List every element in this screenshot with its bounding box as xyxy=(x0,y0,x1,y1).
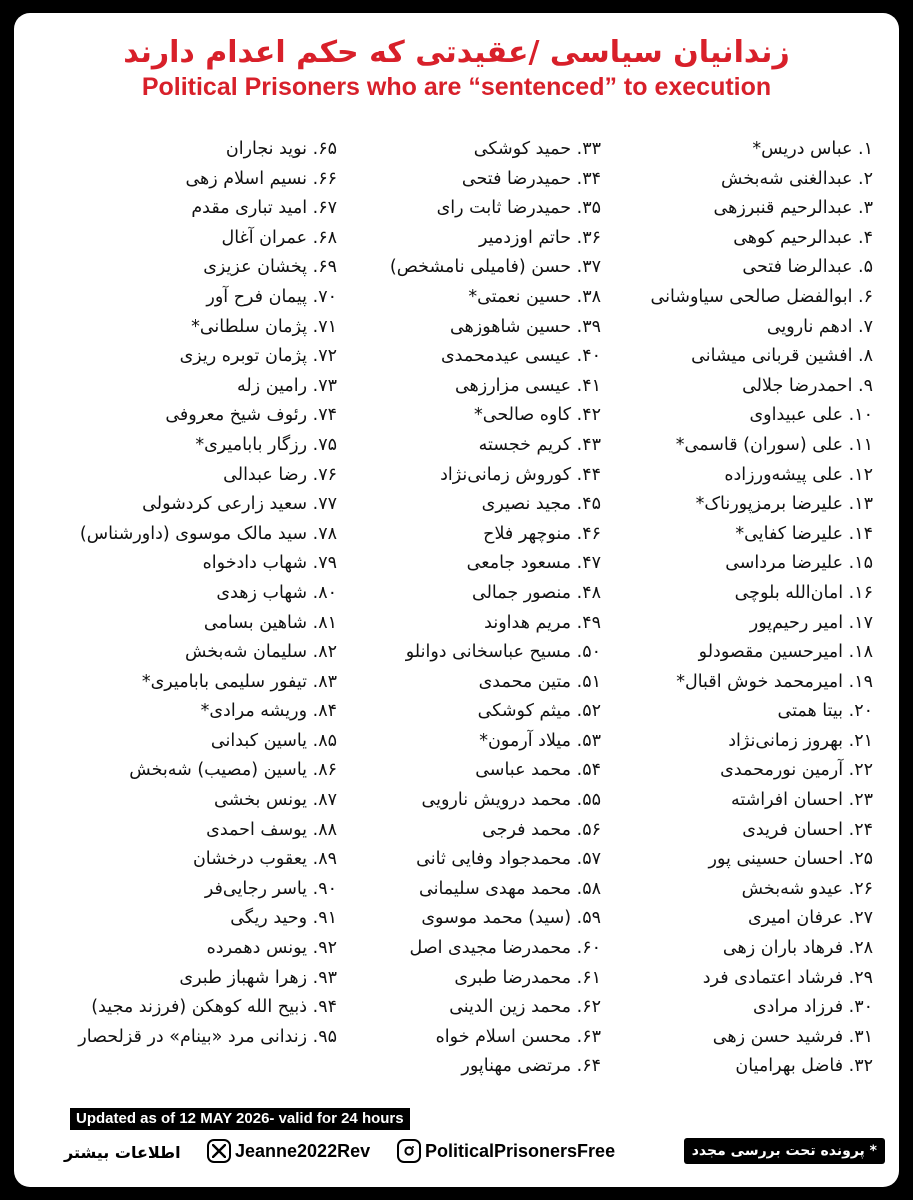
prisoner-list-item: ۷۲. پژمان توبره ریزی xyxy=(179,346,337,367)
prisoner-list-item: ۳۳. حمید کوشکی xyxy=(473,139,601,159)
prisoner-list-item: ۸. افشین قربانی میشانی xyxy=(691,346,873,367)
prisoner-list-item: ۲۱. بهروز زمانی‌نژاد xyxy=(728,730,873,751)
prisoner-list-item: ۷۶. رضا عبدالی xyxy=(223,464,337,485)
prisoner-list-item: ۹۱. وحید ریگی xyxy=(230,908,337,929)
prisoner-list-item: ۳۸. حسین نعمتی* xyxy=(468,286,601,307)
prisoner-list-item: ۱۶. امان‌الله بلوچی xyxy=(734,582,873,603)
prisoner-list-item: ۸۴. وریشه مرادی* xyxy=(200,701,337,722)
prisoner-list-item: ۷۵. رزگار بابامیری* xyxy=(195,434,337,455)
prisoner-list-item: ۱. عباس دریس* xyxy=(752,139,873,159)
prisoner-list-item: ۵۶. محمد فرجی xyxy=(482,819,601,840)
prisoner-list-item: ۲۸. فرهاد باران زهی xyxy=(722,938,873,959)
prisoner-list-item: ۴۶. منوچهر فلاح xyxy=(483,523,601,544)
prisoner-list-item: ۸۱. شاهین بسامی xyxy=(203,612,337,633)
title-english: Political Prisoners who are “sentenced” to execution xyxy=(141,73,772,101)
prisoner-list-item: ۳. عبدالرحیم قنبرزهی xyxy=(713,198,873,219)
prisoner-list-item: ۹. احمدرضا جلالی xyxy=(742,375,873,396)
prisoner-list-item: ۹۵. زندانی مرد «بینام» در قزلحصار xyxy=(78,1026,337,1047)
instagram-icon xyxy=(397,1139,421,1163)
x-icon xyxy=(207,1139,231,1163)
prisoner-list-item: ۷۸. سید مالک موسوی (داورشناس) xyxy=(79,523,337,544)
prisoner-list-item: ۶۳. محسن اسلام خواه xyxy=(435,1026,601,1047)
prisoner-list-item: ۵۹. (سید) محمد موسوی xyxy=(421,908,601,929)
prisoner-list-item: ۳۷. حسن (فامیلی نامشخص) xyxy=(389,257,601,278)
prisoner-list-item: ۱۱. علی (سوران) قاسمی* xyxy=(675,434,873,455)
prisoner-list-item: ۴۸. منصور جمالی xyxy=(471,582,601,603)
prisoner-list-item: ۶. ابوالفضل صالحی سیاوشانی xyxy=(650,286,873,307)
prisoner-list-item: ۶۹. پخشان عزیزی xyxy=(203,257,337,278)
prisoner-list-item: ۱۸. امیرحسین مقصودلو xyxy=(698,642,873,663)
prisoner-list-item: ۲۶. عیدو شه‌بخش xyxy=(741,878,873,899)
prisoner-list-item: ۶۲. محمد زین الدینی xyxy=(449,997,601,1018)
prisoner-list-item: ۶۸. عمران آغال xyxy=(221,227,337,248)
prisoner-list-item: ۶۰. محمدرضا مجیدی اصل xyxy=(409,938,601,959)
prisoner-list-item: ۳۵. حمیدرضا ثابت رای xyxy=(436,198,601,219)
prisoner-list-item: ۴۷. مسعود جامعی xyxy=(466,553,601,574)
prisoner-list-item: ۷. ادهم نارویی xyxy=(766,316,873,337)
prisoner-list-item: ۱۳. علیرضا برمزپورناک* xyxy=(695,494,873,515)
prisoner-list-item: ۳۶. حاتم اوزدمیر xyxy=(478,227,601,248)
prisoner-list-item: ۸۹. یعقوب درخشان xyxy=(192,849,337,870)
prisoner-list-item: ۲۷. عرفان امیری xyxy=(747,908,873,929)
prisoner-list-item: ۷۴. رئوف شیخ معروفی xyxy=(165,405,337,426)
prisoner-list-item: ۹۴. ذبیح الله کوهکن (فرزند مجید) xyxy=(91,997,337,1018)
instagram-handle: PoliticalPrisonersFree xyxy=(425,1141,616,1161)
prisoner-list-item: ۸۲. سلیمان شه‌بخش xyxy=(184,642,337,663)
prisoner-list-item: ۳۱. فرشید حسن زهی xyxy=(712,1026,873,1047)
prisoner-list-item: ۴۳. کریم خجسته xyxy=(478,434,601,455)
prisoner-list-item: ۴۴. کوروش زمانی‌نژاد xyxy=(440,464,601,485)
prisoner-list-item: ۴۲. کاوه صالحی* xyxy=(474,405,601,426)
prisoner-list-item: ۹۳. زهرا شهباز طبری xyxy=(179,967,337,988)
prisoner-list-item: ۶۴. مرتضی مهناپور xyxy=(461,1056,601,1077)
prisoner-list-item: ۷۹. شهاب دادخواه xyxy=(202,553,337,574)
prisoner-list-item: ۵۸. محمد مهدی سلیمانی xyxy=(418,878,601,899)
prisoner-list-item: ۵۲. میثم کوشکی xyxy=(477,701,601,722)
instagram-account-link[interactable] xyxy=(397,1138,615,1164)
prisoner-list-item: ۵۰. مسیح عباسخانی دوانلو xyxy=(405,642,601,663)
prisoner-list-item: ۸۳. تیفور سلیمی بابامیری* xyxy=(141,671,337,692)
prisoner-list-column-3 xyxy=(37,135,337,1052)
prisoner-list-item: ۱۵. علیرضا مرداسی xyxy=(725,553,873,574)
prisoner-list-item: ۸۷. یونس بخشی xyxy=(214,790,337,811)
prisoner-list-item: ۷۳. رامین زله xyxy=(237,375,337,396)
prisoner-list-item: ۸۵. یاسین کبدانی xyxy=(210,730,337,751)
prisoner-list-item: ۹۰. یاسر رجایی‌فر xyxy=(204,878,337,899)
prisoner-list-item: ۷۷. سعید زارعی کردشولی xyxy=(142,494,337,515)
title-persian: زندانیان سیاسی /عقیدتی که حکم اعدام دارند xyxy=(123,35,790,70)
prisoner-list-item: ۴۹. مریم هداوند xyxy=(484,612,601,633)
prisoner-list-item: ۸۶. یاسین (مصیب) شه‌بخش xyxy=(129,760,337,781)
prisoner-list-item: ۲۹. فرشاد اعتمادی فرد xyxy=(702,967,873,988)
prisoner-list-item: ۴۰. عیسی عیدمحمدی xyxy=(440,346,601,367)
prisoner-list-item: ۵۴. محمد عباسی xyxy=(475,760,601,781)
prisoner-list-item: ۴۱. عیسی مزارزهی xyxy=(454,375,601,396)
prisoner-list-item: ۱۲. علی پیشه‌ورزاده xyxy=(724,464,873,485)
prisoner-list-item: ۱۹. امیرمحمد خوش اقبال* xyxy=(676,671,873,692)
prisoner-list-item: ۸۰. شهاب زهدی xyxy=(216,582,337,603)
prisoner-list-item: ۷۱. پژمان سلطانی* xyxy=(191,316,337,337)
prisoner-list-item: ۵. عبدالرضا فتحی xyxy=(742,257,873,278)
prisoner-list-item: ۲۳. احسان افراشته xyxy=(730,790,873,811)
prisoner-list-item: ۳۰. فرزاد مرادی xyxy=(752,997,873,1018)
review-note-badge: * پرونده تحت بررسی مجدد xyxy=(684,1138,885,1164)
more-info-link[interactable]: اطلاعات بیشتر xyxy=(64,1143,181,1162)
prisoner-list-item: ۸۸. یوسف احمدی xyxy=(206,819,337,840)
prisoner-list-column-1 xyxy=(593,135,873,1082)
prisoner-list-item: ۶۵. نوید نجاران xyxy=(225,139,337,159)
prisoner-list-item: ۳۲. فاضل بهرامیان xyxy=(735,1056,873,1077)
prisoner-list-item: ۱۷. امیر رحیم‌پور xyxy=(749,612,873,633)
updated-banner: Updated as of 12 MAY 2026- valid for 24 hours xyxy=(70,1108,410,1130)
prisoner-list-item: ۲. عبدالغنی شه‌بخش xyxy=(720,168,873,189)
prisoner-list-item: ۵۱. متین محمدی xyxy=(478,671,601,692)
prisoner-list-item: ۴. عبدالرحیم کوهی xyxy=(733,227,873,248)
prisoner-list-item: ۶۶. نسیم اسلام زهی xyxy=(185,168,337,189)
prisoner-list-column-2 xyxy=(321,135,601,1082)
prisoner-list-item: ۲۵. احسان حسینی پور xyxy=(708,849,873,870)
prisoner-list-item: ۳۹. حسین شاهوزهی xyxy=(449,316,601,337)
prisoner-list-item: ۱۴. علیرضا کفایی* xyxy=(735,523,873,544)
prisoner-list-item: ۲۰. بیتا همتی xyxy=(777,701,873,722)
prisoner-list-item: ۵۷. محمدجواد وفایی ثانی xyxy=(416,849,601,870)
prisoner-list-item: ۶۱. محمدرضا طبری xyxy=(454,967,601,988)
prisoner-list-item: ۵۳. میلاد آرمون* xyxy=(479,730,601,751)
prisoner-list-item: ۵۵. محمد درویش نارویی xyxy=(421,790,601,811)
x-account-link[interactable] xyxy=(207,1138,370,1164)
prisoner-list-item: ۲۴. احسان فریدی xyxy=(742,819,873,840)
prisoner-list-item: ۹۲. یونس دهمرده xyxy=(206,938,337,959)
prisoner-list-item: ۷۰. پیمان فرح آور xyxy=(206,286,337,307)
prisoner-list-item: ۲۲. آرمین نورمحمدی xyxy=(720,760,873,781)
prisoner-list-item: ۶۷. امید تباری مقدم xyxy=(191,198,337,219)
prisoner-list-item: ۴۵. مجید نصیری xyxy=(481,494,601,515)
prisoner-list-item: ۱۰. علی عبیداوی xyxy=(749,405,873,426)
x-handle: Jeanne2022Rev xyxy=(235,1141,371,1161)
poster xyxy=(14,13,899,1187)
prisoner-list-item: ۳۴. حمیدرضا فتحی xyxy=(461,168,601,189)
